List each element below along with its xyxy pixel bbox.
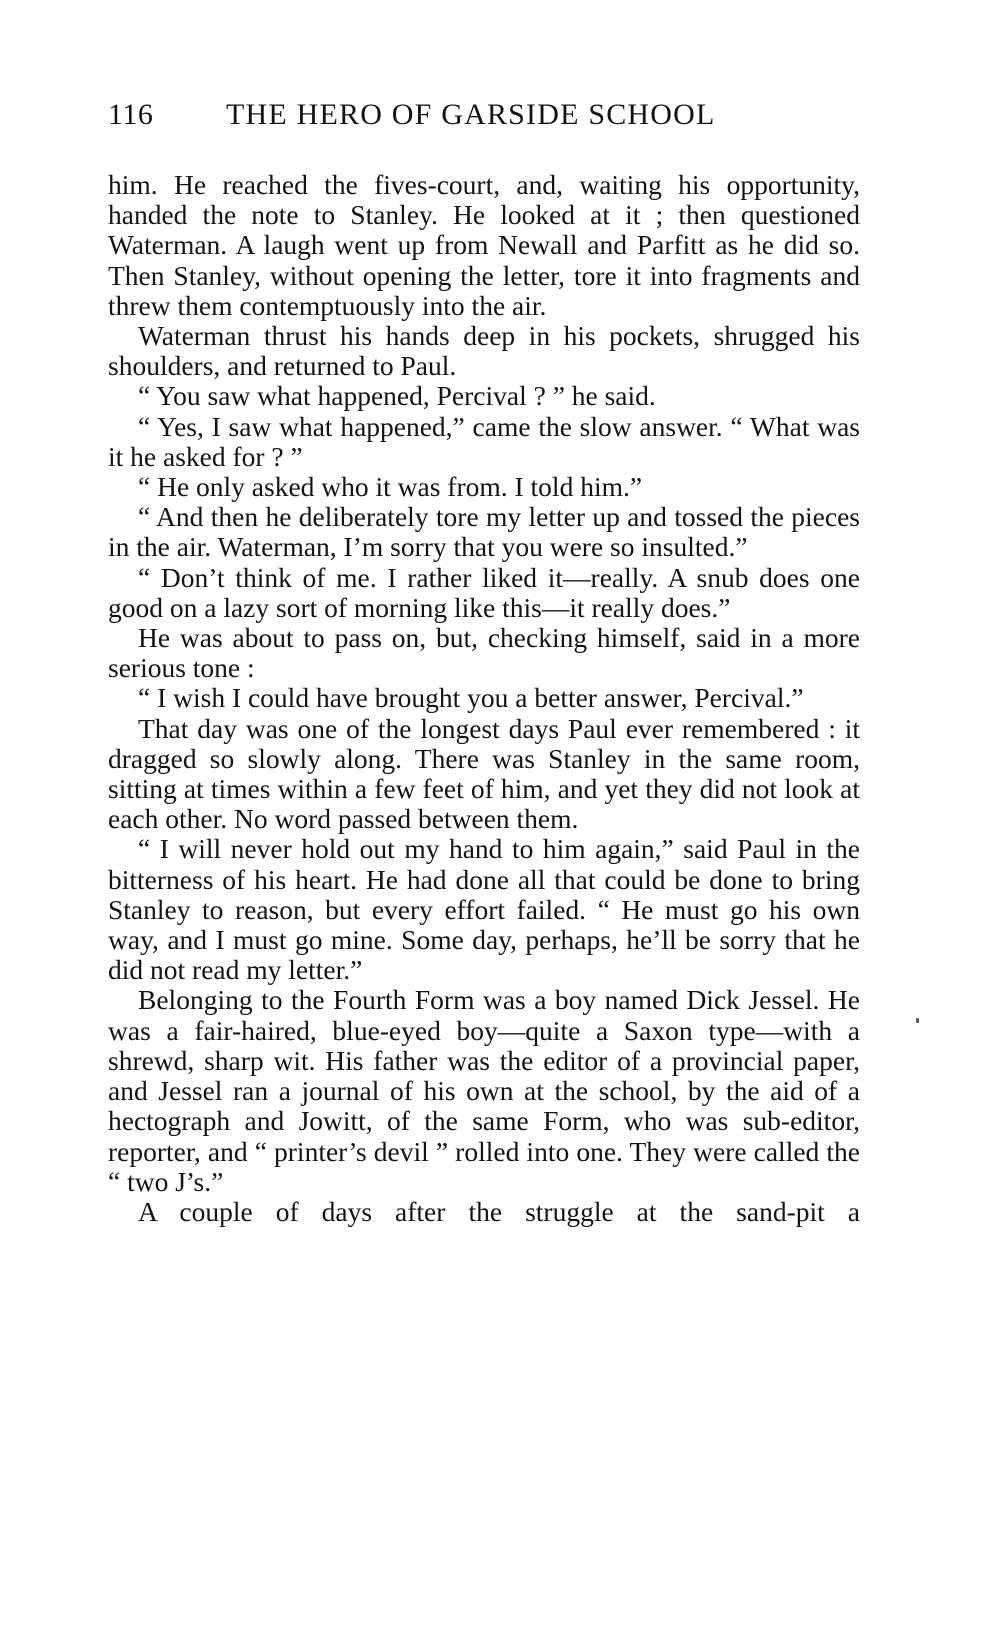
paragraph-4: “ Yes, I saw what happened,” came the slow answer. “ What was it he asked for ? ” [108,410,860,472]
running-head [108,98,860,148]
paragraph-12: Belonging to the Fourth Form was a boy named Dick Jessel. He was a fair-haired, blue-eyed boy—quite a Saxon type—with a shrewd, sharp wit. His father was the editor of a provincial paper, and Jessel ran a journal of his own at the school, by the aid of a hectograph and Jowitt, of the same Form, who was sub-editor, reporter, and “ printer’s devil ” rolled into one. They were called the “ two J’s.” [108,984,860,1197]
paragraph-8: He was about to pass on, but, checking himself, said in a more serious tone : [108,622,860,684]
paragraph-5: “ He only asked who it was from. I told him.” [138,471,643,503]
paragraph-13: A couple of days after the struggle at the sand-pit a [138,1195,860,1227]
paragraph-3: “ You saw what happened, Percival ? ” he said. [138,380,656,412]
body-text [108,170,860,1227]
running-title: THE HERO OF GARSIDE SCHOOL [226,98,716,131]
ink-speck [916,1018,919,1023]
paragraph-9: “ I wish I could have brought you a better answer, Percival.” [138,682,804,714]
paragraph-7: “ Don’t think of me. I rather liked it—really. A snub does one good on a lazy sort of morning like this—it really does.” [108,561,860,623]
paragraph-10: That day was one of the longest days Paul ever remembered : it dragged so slowly along. There was Stanley in the same room, sitting at times within a few feet of him, and yet they did not look at each other. No word passed between them. [108,712,860,835]
paragraph-6: “ And then he deliberately tore my letter up and tossed the pieces in the air. Waterman, I’m sorry that you were so insulted.” [108,501,860,563]
paragraph-1: him. He reached the fives-court, and, waiting his opportunity, handed the note to Stanley. He looked at it ; then questioned Waterman. A laugh went up from Newall and Parfitt as he did so. Then Stanley, without opening the letter, tore it into fragments and threw them contemptuously into the air. [108,169,860,321]
paragraph-11: “ I will never hold out my hand to him again,” said Paul in the bitterness of his heart. He had done all that could be done to bring Stanley to reason, but every effort failed. “ He must go his own way, and I must go mine. Some day, perhaps, he’ll be sorry that he did not read my letter.” [108,833,860,986]
book-page [108,98,860,1227]
paragraph-2: Waterman thrust his hands deep in his pockets, shrugged his shoulders, and returned to Paul. [108,320,860,382]
page-number: 116 [108,98,154,131]
